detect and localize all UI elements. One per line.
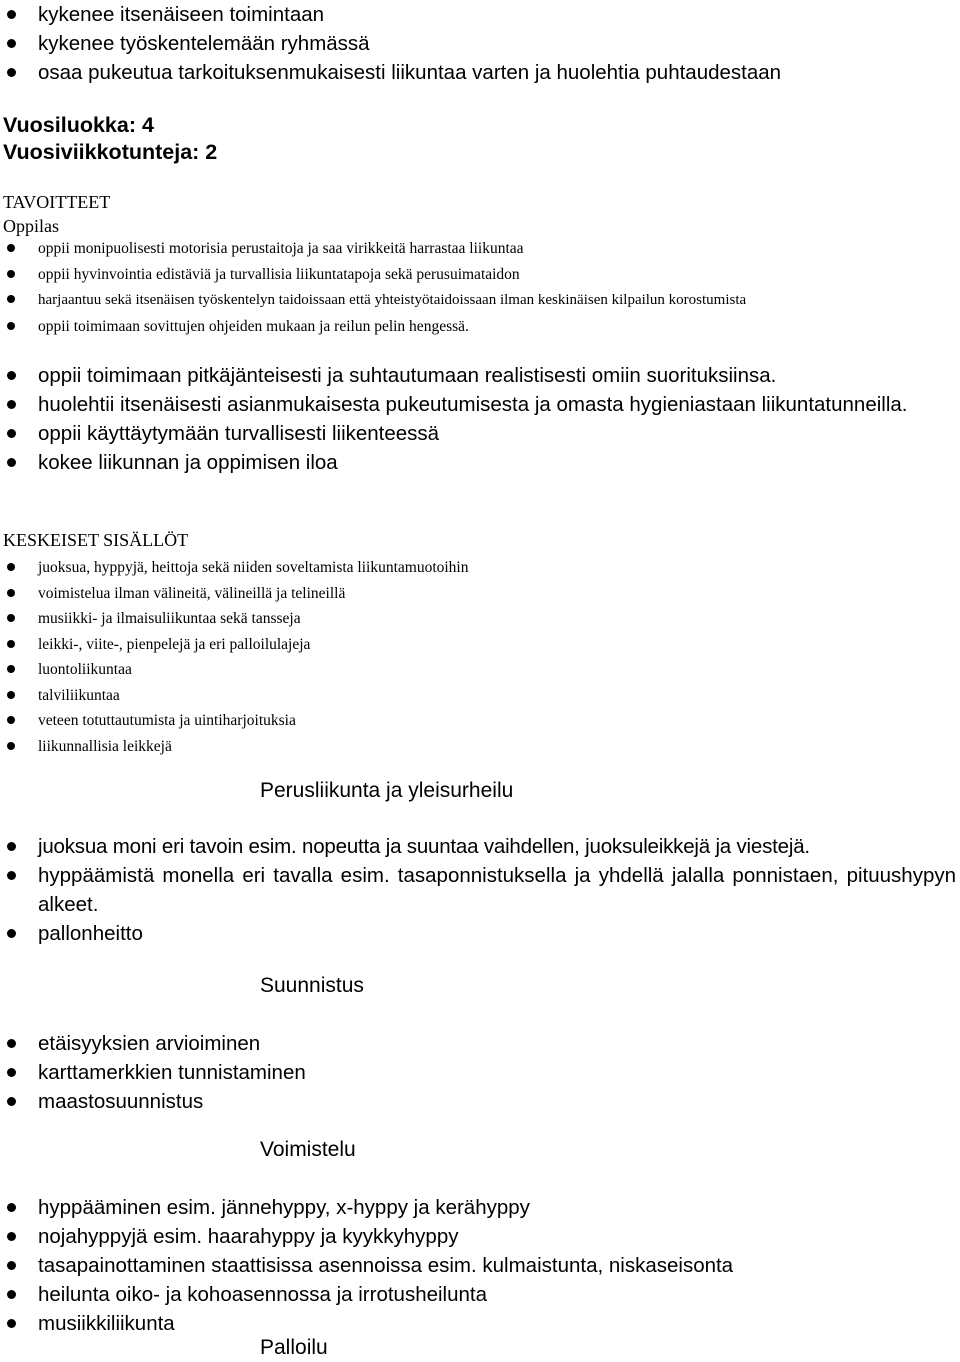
list-item: [0, 919, 960, 948]
bullet-icon: [7, 1039, 16, 1048]
bullet-icon: [7, 458, 16, 467]
list-item-text: juoksua, hyppyjä, heittoja sekä niiden soveltamista liikuntamuotoihin: [38, 559, 469, 576]
gymnastics-section: [0, 1136, 960, 1164]
list-item: [0, 390, 960, 419]
goals-large-list: [0, 361, 960, 477]
list-item-text: karttamerkkien tunnistaminen: [38, 1061, 306, 1084]
list-item: [0, 1029, 960, 1058]
list-item: [0, 29, 960, 58]
bullet-icon: [7, 1068, 16, 1077]
goals-heading: TAVOITTEET: [3, 192, 111, 212]
list-item-text: oppii käyttäytymään turvallisesti liikenteessä: [38, 422, 440, 445]
list-item: [0, 708, 960, 734]
bullet-icon: [7, 371, 16, 380]
list-item-text: juoksua moni eri tavoin esim. nopeutta ja suuntaa vaihdellen, juoksuleikkejä ja viestejä.: [38, 835, 810, 858]
intro-list: [0, 0, 960, 87]
list-item-text: etäisyyksien arvioiminen: [38, 1032, 261, 1055]
bullet-icon: [7, 1290, 16, 1299]
contents-section: [0, 528, 960, 552]
list-item: [0, 632, 960, 658]
list-item-text: heilunta oiko- ja kohoasennossa ja irrotusheilunta: [38, 1283, 488, 1306]
list-item: [0, 555, 960, 581]
bullet-icon: [7, 842, 16, 851]
bullet-icon: [7, 10, 16, 19]
bullet-icon: [7, 691, 15, 699]
bullet-icon: [7, 742, 15, 750]
list-item: [0, 361, 960, 390]
list-item-text: musiikkiliikunta: [38, 1312, 175, 1335]
list-item: [0, 657, 960, 683]
bullet-icon: [7, 640, 15, 648]
list-item: [0, 0, 960, 29]
gymnastics-heading: Voimistelu: [260, 1138, 356, 1161]
list-item: [0, 1251, 960, 1280]
bullet-icon: [7, 1261, 16, 1270]
goals-subject: Oppilas: [3, 216, 59, 236]
basic-exercise-list: [0, 832, 960, 948]
bullet-icon: [7, 244, 15, 252]
list-item: [0, 1087, 960, 1116]
basic-exercise-heading: Perusliikunta ja yleisurheilu: [260, 779, 514, 802]
list-item: [0, 1280, 960, 1309]
gymnastics-list-wrap: [0, 1193, 960, 1338]
list-item-text: musiikki- ja ilmaisuliikuntaa sekä tansseja: [38, 610, 301, 627]
goals-section: [0, 190, 960, 238]
bullet-icon: [7, 400, 16, 409]
bullet-icon: [7, 871, 16, 880]
contents-heading: KESKEISET SISÄLLÖT: [3, 530, 189, 550]
goals-small-list-wrap: [0, 236, 960, 339]
list-item: [0, 262, 960, 288]
list-item-text: voimistelua ilman välineitä, välineillä ja telineillä: [38, 584, 346, 602]
goals-large-list-wrap: [0, 361, 960, 477]
list-item: [0, 734, 960, 760]
list-item-text: oppii toimimaan pitkäjänteisesti ja suhtautumaan realistisesti omiin suorituksiinsa.: [38, 364, 777, 387]
weekly-hours-heading: Vuosiviikkotunteja: 2: [3, 140, 218, 164]
list-item: [0, 861, 960, 919]
list-item: [0, 58, 960, 87]
list-item: [0, 419, 960, 448]
intro-section: [0, 0, 960, 87]
list-item-text: huolehtii itsenäisesti asianmukaisesta pukeutumisesta ja omasta hygieniastaan liikuntatunneilla.: [38, 393, 908, 416]
bullet-icon: [7, 716, 15, 724]
bullet-icon: [7, 1319, 16, 1328]
list-item-text: oppii toimimaan sovittujen ohjeiden mukaan ja reilun pelin hengessä.: [38, 317, 469, 335]
bullet-icon: [7, 589, 15, 597]
contents-list-wrap: [0, 555, 960, 759]
bullet-icon: [7, 322, 15, 330]
list-item-text: maastosuunnistus: [38, 1090, 204, 1113]
list-item: [0, 236, 960, 262]
list-item-text: pallonheitto: [38, 922, 143, 945]
list-item-text: talviliikuntaa: [38, 686, 120, 704]
orienteering-list: [0, 1029, 960, 1116]
list-item-text: tasapainottaminen staattisissa asennoissa esim. kulmaistunta, niskaseisonta: [38, 1254, 734, 1277]
list-item-text: oppii hyvinvointia edistäviä ja turvallisia liikuntatapoja sekä perusuimataidon: [38, 265, 520, 283]
bullet-icon: [7, 563, 15, 571]
list-item: [0, 832, 960, 861]
list-item-text: hyppääminen esim. jännehyppy, x-hyppy ja kerähyppy: [38, 1196, 530, 1219]
list-item-text: oppii monipuolisesti motorisia perustaitoja ja saa virikkeitä harrastaa liikuntaa: [38, 240, 524, 257]
gymnastics-list: [0, 1193, 960, 1338]
list-item: [0, 1222, 960, 1251]
goals-small-list: [0, 236, 960, 339]
list-item: [0, 314, 960, 340]
bullet-icon: [7, 1203, 16, 1212]
grade-section: [0, 112, 960, 166]
bullet-icon: [7, 39, 16, 48]
bullet-icon: [7, 929, 16, 938]
bullet-icon: [7, 1232, 16, 1241]
list-item-text: liikunnallisia leikkejä: [38, 737, 172, 755]
contents-list: [0, 555, 960, 759]
list-item: [0, 683, 960, 709]
bullet-icon: [7, 68, 16, 77]
basic-exercise-section: [0, 777, 960, 805]
list-item: [0, 1058, 960, 1087]
list-item: [0, 287, 960, 314]
list-item-text: kykenee työskentelemään ryhmässä: [38, 32, 370, 55]
list-item-text: osaa pukeutua tarkoituksenmukaisesti liikuntaa varten ja huolehtia puhtaudestaan: [38, 61, 782, 84]
list-item-text: leikki-, viite-, pienpelejä ja eri palloilulajeja: [38, 635, 311, 653]
ballgames-heading: Palloilu: [260, 1336, 328, 1359]
list-item-text: kykenee itsenäiseen toimintaan: [38, 3, 325, 26]
list-item-text: harjaantuu sekä itsenäisen työskentelyn taidoissaan että yhteistyötaidoissaan ilman keskinäisen kilpailun korostumista: [38, 292, 747, 308]
bullet-icon: [7, 1097, 16, 1106]
orienteering-list-wrap: [0, 1029, 960, 1116]
bullet-icon: [7, 665, 15, 673]
list-item: [0, 448, 960, 477]
grade-heading: Vuosiluokka: 4: [3, 113, 154, 137]
bullet-icon: [7, 429, 16, 438]
orienteering-heading: Suunnistus: [260, 974, 364, 997]
list-item-text: nojahyppyjä esim. haarahyppy ja kyykkyhyppy: [38, 1225, 459, 1248]
list-item-text: hyppäämistä monella eri tavalla esim. tasaponnistuksella ja yhdellä jalalla ponnistaen, pituushypyn alkeet.: [38, 864, 956, 916]
bullet-icon: [7, 295, 15, 303]
list-item: [0, 1193, 960, 1222]
orienteering-section: [0, 972, 960, 1000]
list-item-text: kokee liikunnan ja oppimisen iloa: [38, 451, 338, 474]
list-item-text: luontoliikuntaa: [38, 661, 132, 678]
bullet-icon: [7, 270, 15, 278]
list-item: [0, 606, 960, 632]
basic-exercise-list-wrap: [0, 832, 960, 948]
ballgames-section: [0, 1334, 960, 1362]
list-item-text: veteen totuttautumista ja uintiharjoituksia: [38, 712, 296, 729]
list-item: [0, 581, 960, 607]
bullet-icon: [7, 614, 15, 622]
